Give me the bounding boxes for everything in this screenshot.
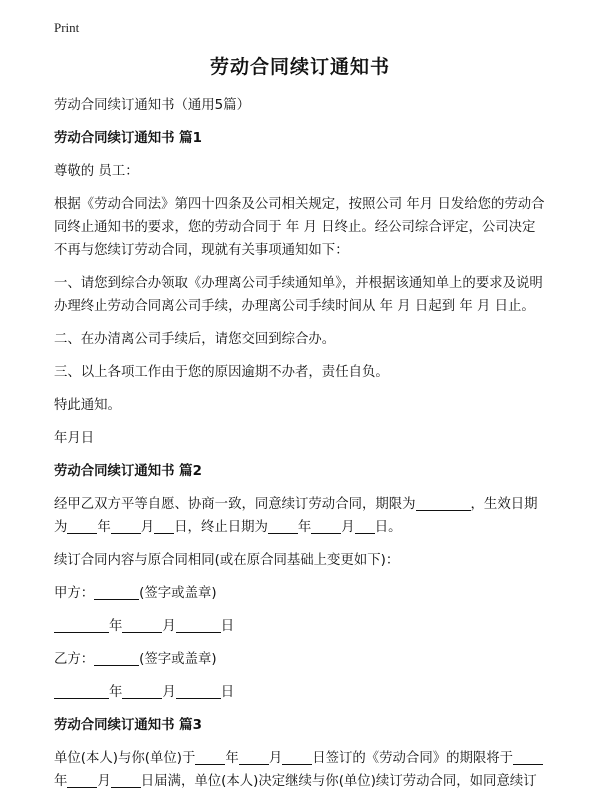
section-1-greeting: 尊敬的 员工： [54,164,139,179]
section-1-paragraph-3: 二、在办清离公司手续后，请您交回到综合办。 [54,332,336,347]
section-1-paragraph-1: 根据《劳动合同法》第四十四条及公司相关规定，按照公司 年月 日发给您的劳动合同终止通知书的要求，您的劳动合同于 年 月 日终止。经公司综合评定，公司决定不再与您续订劳动合同，现就有关事项通知如下： [54,197,545,258]
section-1-paragraph-2: 一、请您到综合办领取《办理离公司手续通知单》，并根据该通知单上的要求及说明办理终止劳动合同离公司手续，办理离公司手续时间从 年 月 日起到 年 月 日止。 [54,276,543,314]
signed-year-blank [195,749,225,765]
section-2-paragraph-1: 经甲乙双方平等自愿、协商一致，同意续订劳动合同，期限为 ，生效日期为 年 月 日，终止日期为 年 月 日。 [54,497,538,535]
section-2-paragraph-2: 续订合同内容与原合同相同(或在原合同基础上变更如下)： [54,553,400,568]
print-link[interactable]: Print [54,20,80,35]
party-a-date-line: 年 月 日 [54,615,548,638]
party-a-month-blank [122,617,162,633]
party-a-signature-blank [94,584,139,600]
end-day-blank [355,518,375,534]
signed-day-blank [282,749,312,765]
expiry-year-blank [513,749,543,765]
party-b-signature-line: 乙方： (签字或盖章) [54,652,217,667]
party-b-year-blank [54,683,109,699]
document-body [54,94,548,803]
party-b-month-blank [122,683,162,699]
party-a-signature-line: 甲方： (签字或盖章) [54,586,217,601]
section-3-heading: 劳动合同续订通知书 篇3 [54,718,202,733]
start-month-blank [111,518,141,534]
start-day-blank [154,518,174,534]
section-2-heading: 劳动合同续订通知书 篇2 [54,464,202,479]
end-month-blank [311,518,341,534]
party-b-day-blank [176,683,221,699]
party-a-day-blank [176,617,221,633]
term-blank [416,495,471,511]
document-title: 劳动合同续订通知书 [209,56,390,78]
section-1-heading: 劳动合同续订通知书 篇1 [54,131,202,146]
party-b-date-line: 年 月 日 [54,681,548,704]
section-1-closing: 特此通知。 [54,398,121,413]
end-year-blank [268,518,298,534]
expiry-month-blank [67,772,97,788]
section-1-date: 年月日 [54,431,95,446]
section-1-paragraph-4: 三、以上各项工作由于您的原因逾期不办者，责任自负。 [54,365,389,380]
party-a-year-blank [54,617,109,633]
signed-month-blank [239,749,269,765]
expiry-day-blank [111,772,141,788]
party-b-signature-blank [94,650,139,666]
section-3-paragraph-1: 单位(本人)与你(单位)于 年 月 日签订的《劳动合同》的期限将于年 月 日届满，单位(本人)决定继续与你(单位)续订劳动合同，如同意续订 [54,747,548,793]
document-subtitle: 劳动合同续订通知书（通用5篇） [54,98,250,113]
start-year-blank [67,518,97,534]
